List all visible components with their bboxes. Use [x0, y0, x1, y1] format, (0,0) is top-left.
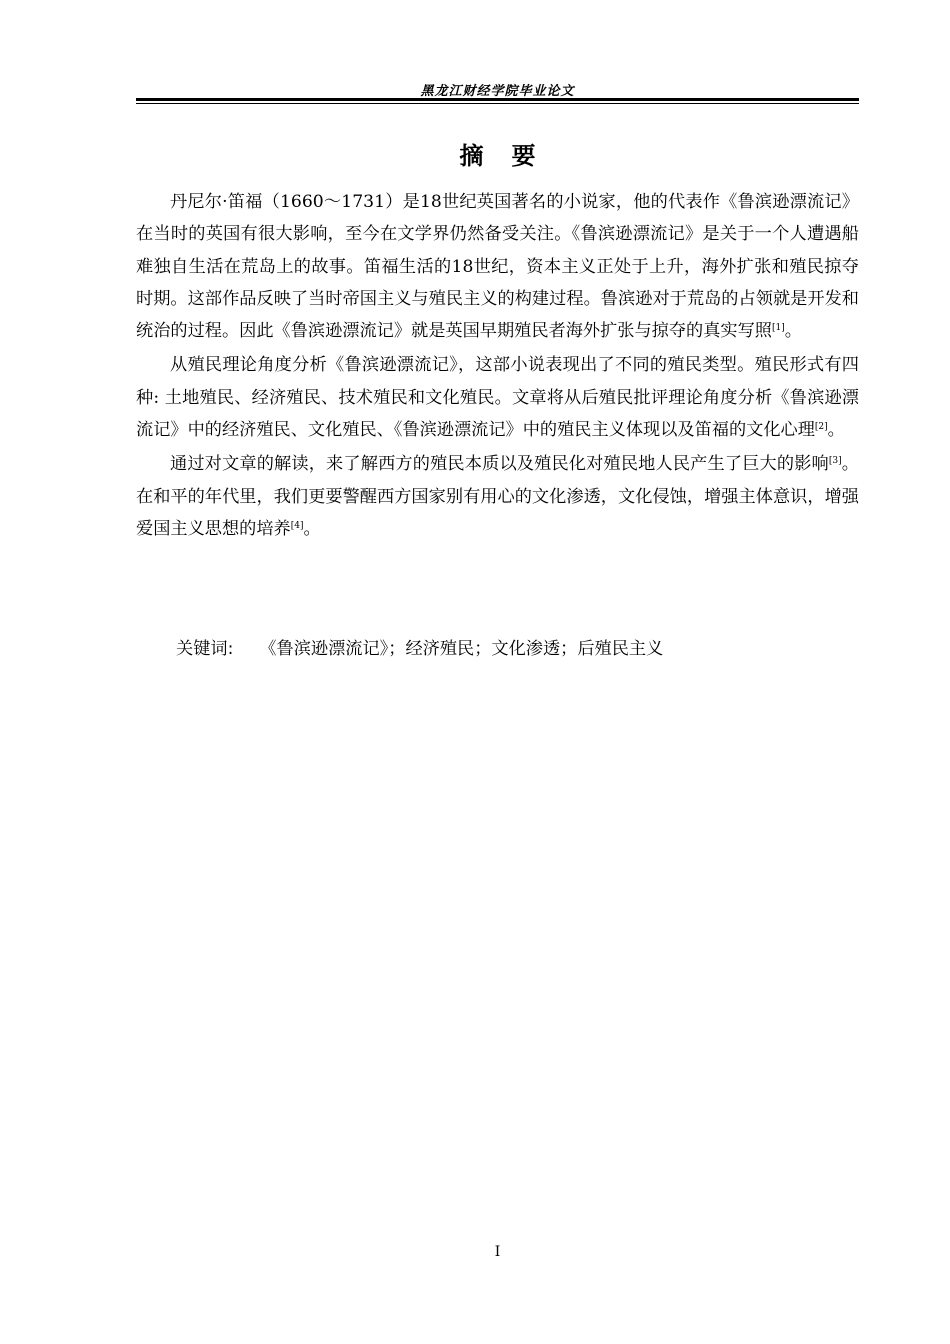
abstract-paragraph-1: [136, 186, 859, 347]
abstract-title: 摘要: [459, 142, 564, 170]
citation-ref: [4]: [290, 520, 304, 531]
paragraph-tail: 。: [784, 321, 802, 342]
keywords-line: [176, 635, 663, 663]
paragraph-text: 从殖民理论角度分析《鲁滨逊漂流记》，这部小说表现出了不同的殖民类型。殖民形式有四种: 土地殖民、经济殖民、技术殖民和文化殖民。文章将从后殖民批评理论角度分析《鲁滨逊漂流记》中的经济殖民、文化殖民、《鲁滨逊漂流记》中的殖民主义体现以及笛福的文化心理: [136, 355, 859, 441]
header-double-rule: [136, 98, 859, 104]
keywords-label: 关键词:: [176, 639, 234, 659]
citation-ref: [3]: [828, 456, 842, 467]
abstract-body: [136, 186, 859, 547]
citation-ref: [1]: [771, 323, 785, 334]
paragraph-text-continued: 。在和平的年代里，我们更要警醒西方国家别有用心的文化渗透，文化侵蚀，增强主体意识，增强爱国主义思想的培养: [136, 454, 859, 539]
abstract-paragraph-3: [136, 448, 859, 545]
paragraph-tail: 。: [303, 518, 321, 539]
running-header: 黑龙江财经学院毕业论文: [420, 84, 575, 99]
page-number: I: [494, 1244, 501, 1260]
citation-ref: [2]: [814, 422, 828, 433]
keywords-value: 《鲁滨逊漂流记》；经济殖民；文化渗透；后殖民主义: [259, 639, 664, 659]
paragraph-tail: 。: [827, 420, 845, 441]
abstract-paragraph-2: [136, 349, 859, 446]
paragraph-text: 通过对文章的解读，来了解西方的殖民本质以及殖民化对殖民地人民产生了巨大的影响: [170, 454, 829, 475]
paragraph-text: 丹尼尔·笛福（1660～1731）是18世纪英国著名的小说家，他的代表作《鲁滨逊漂流记》在当时的英国有很大影响，至今在文学界仍然备受关注。《鲁滨逊漂流记》是关于一个人遭遇船难独自生活在荒岛上的故事。笛福生活的18世纪，资本主义正处于上升，海外扩张和殖民掠夺时期。这部作品反映了当时帝国主义与殖民主义的构建过程。鲁滨逊对于荒岛的占领就是开发和统治的过程。因此《鲁滨逊漂流记》就是英国早期殖民者海外扩张与掠夺的真实写照: [136, 192, 859, 342]
